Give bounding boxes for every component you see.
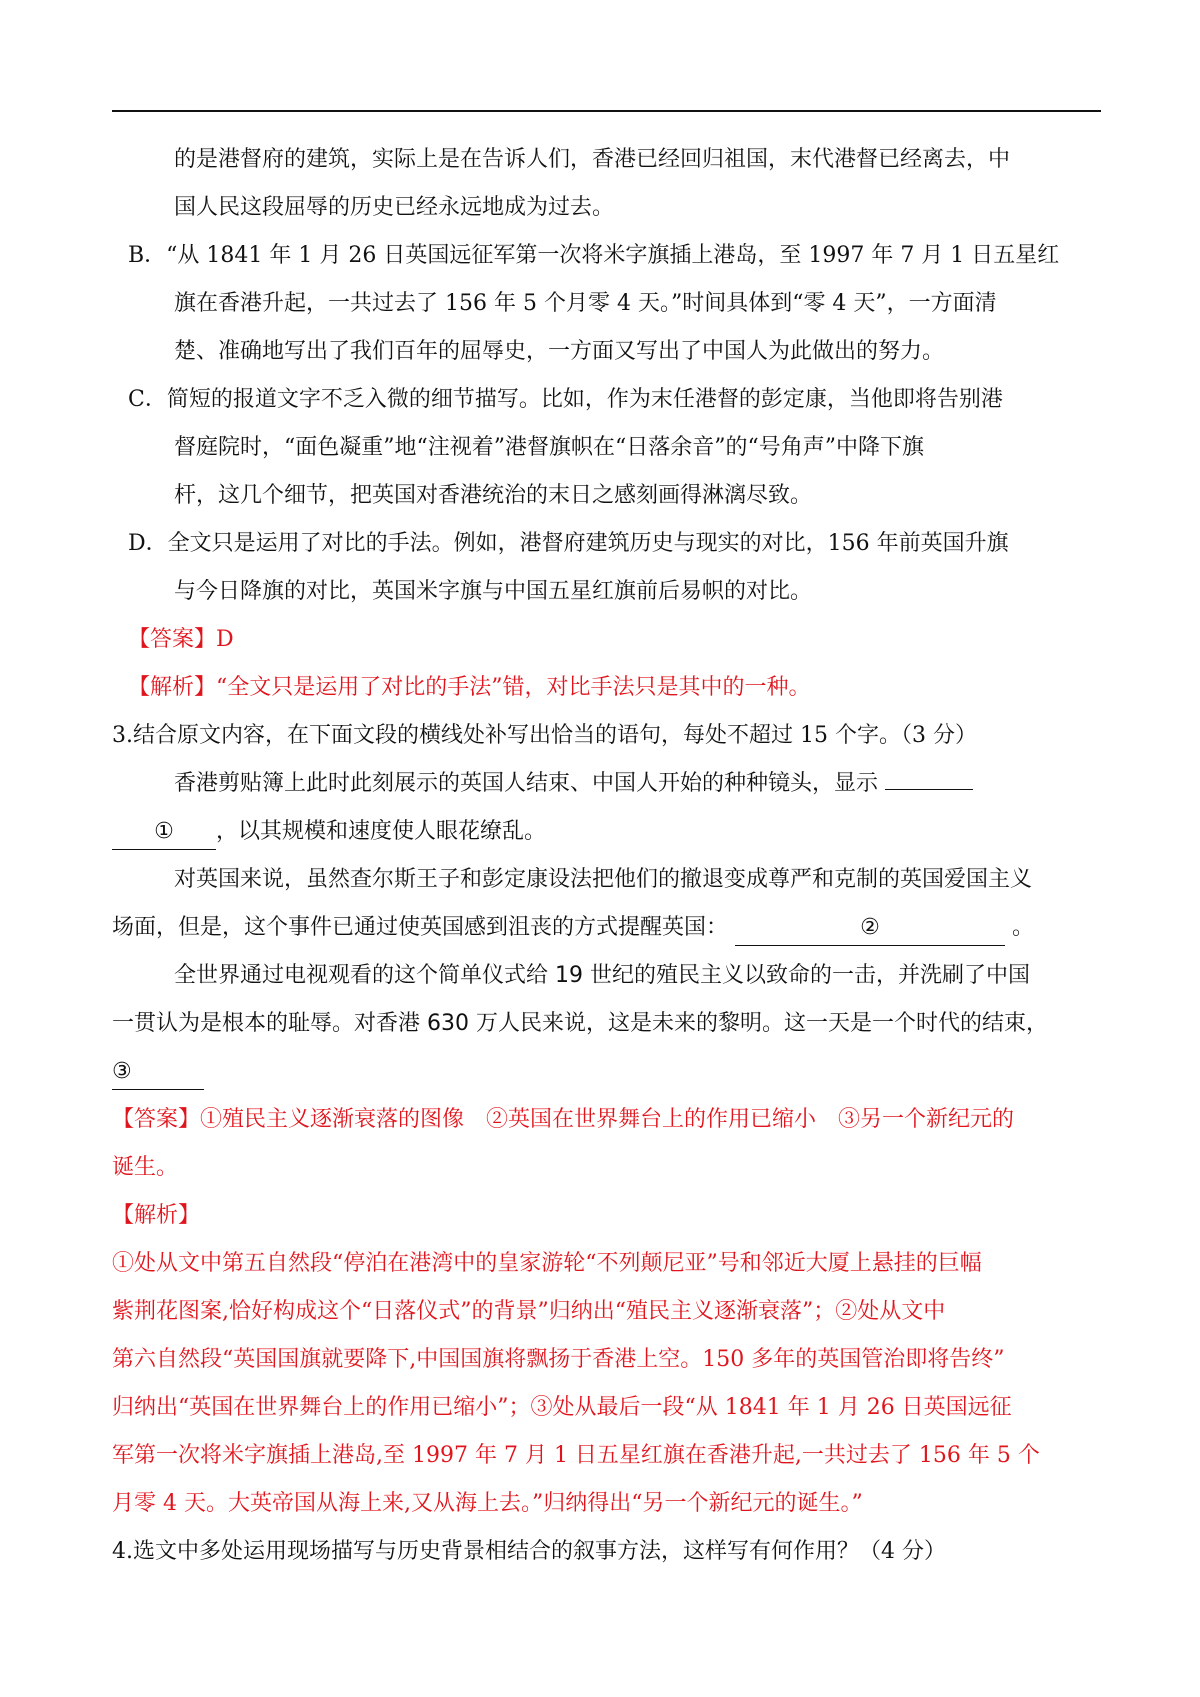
- explanation-3-line-1: ①处从文中第五自然段“停泊在港湾中的皇家游轮“不列颠尼亚”号和邻近大厦上悬挂的巨幅: [112, 1251, 982, 1276]
- explanation-3-line-2: 紫荆花图案,恰好构成这个“日落仪式”的背景”归纳出“殖民主义逐渐衰落”；②处从文中: [112, 1299, 946, 1324]
- option-b-line-2: 旗在香港升起，一共过去了 156 年 5 个月零 4 天。”时间具体到“零 4 天”，一方面清: [174, 291, 997, 316]
- fill-para-2-line-2: [112, 904, 1101, 952]
- answer-3-line-1: [112, 1096, 1101, 1144]
- answer-label: 【答案】: [128, 627, 217, 652]
- option-c-line-3: 杆，这几个细节，把英国对香港统治的末日之感刻画得淋漓尽致。: [174, 483, 813, 508]
- answer-3-line-2: 诞生。: [112, 1155, 179, 1180]
- page-content: [112, 136, 1101, 1576]
- fill-para-2-line-1: 对英国来说，虽然查尔斯王子和彭定康设法把他们的撤退变成尊严和克制的英国爱国主义: [174, 867, 1033, 892]
- answer-text: ①殖民主义逐渐衰落的图像 ②英国在世界舞台上的作用已缩小 ③另一个新纪元的: [200, 1107, 1015, 1132]
- fill-text: 香港剪贴簿上此时此刻展示的英国人结束、中国人开始的种种镜头，显示: [174, 771, 879, 796]
- option-b-line-3: 楚、准确地写出了我们百年的屈辱史，一方面又写出了中国人为此做出的努力。: [174, 339, 945, 364]
- option-a-continuation-line-2: 国人民这段屈辱的历史已经永远地成为过去。: [174, 195, 615, 220]
- blank-1: ①: [112, 815, 216, 850]
- fill-para-3-line-1: 全世界通过电视观看的这个简单仪式给 19 世纪的殖民主义以致命的一击，并洗刷了中国: [174, 963, 1030, 988]
- explanation-2: [112, 664, 1101, 712]
- explanation-3-line-3: 第六自然段“英国国旗就要降下,中国国旗将飘扬于香港上空。150 多年的英国管治即将告终”: [112, 1347, 1005, 1372]
- blank-2: ②: [735, 911, 1005, 946]
- fill-para-3-line-2: 一贯认为是根本的耻辱。对香港 630 万人民来说，这是未来的黎明。这一天是一个时代的结束，: [112, 1011, 1048, 1036]
- explanation-text: “全文只是运用了对比的手法”错，对比手法只是其中的一种。: [216, 675, 811, 700]
- fill-text-end: 。: [1012, 915, 1035, 940]
- option-d-line-1: D．全文只是运用了对比的手法。例如，港督府建筑历史与现实的对比，156 年前英国升旗: [128, 531, 1009, 556]
- fill-text: 场面，但是，这个事件已通过使英国感到沮丧的方式提醒英国：: [112, 915, 729, 940]
- fill-para-3-line-3: [112, 1048, 1101, 1096]
- answer-label: 【答案】: [112, 1107, 201, 1132]
- answer-value: D: [216, 627, 234, 652]
- option-b-line-1: B．“从 1841 年 1 月 26 日英国远征军第一次将米字旗插上港岛，至 1997 年 7 月 1 日五星红: [128, 243, 1060, 268]
- explanation-3-line-5: 军第一次将米字旗插上港岛,至 1997 年 7 月 1 日五星红旗在香港升起,一共过去了 156 年 5 个: [112, 1443, 1040, 1468]
- question-4: 4.选文中多处运用现场描写与历史背景相结合的叙事方法，这样写有何作用？（4 分）: [112, 1539, 946, 1564]
- header-rule: [112, 110, 1101, 112]
- fill-para-1-line-1: [112, 760, 1101, 808]
- option-c-line-2: 督庭院时，“面色凝重”地“注视着”港督旗帜在“日落余音”的“号角声”中降下旗: [174, 435, 924, 460]
- explanation-3-line-6: 月零 4 天。大英帝国从海上来,又从海上去。”归纳得出“另一个新纪元的诞生。”: [112, 1491, 863, 1516]
- explanation-label: 【解析】: [128, 675, 217, 700]
- fill-para-1-line-2: [112, 808, 1101, 856]
- option-a-continuation-line-1: 的是港督府的建筑，实际上是在告诉人们，香港已经回归祖国，末代港督已经离去，中: [174, 147, 1011, 172]
- answer-2: [112, 616, 1101, 664]
- option-d-line-2: 与今日降旗的对比，英国米字旗与中国五星红旗前后易帜的对比。: [174, 579, 813, 604]
- fill-text: ，以其规模和速度使人眼花缭乱。: [216, 819, 547, 844]
- option-c-line-1: C．简短的报道文字不乏入微的细节描写。比如，作为末任港督的彭定康，当他即将告别港: [128, 387, 1003, 412]
- explanation-3-line-4: 归纳出“英国在世界舞台上的作用已缩小”；③处从最后一段“从 1841 年 1 月 26 日英国远征: [112, 1395, 1012, 1420]
- blank-3: ③: [112, 1055, 204, 1090]
- explanation-3-label: 【解析】: [112, 1203, 201, 1228]
- question-3: 3.结合原文内容，在下面文段的横线处补写出恰当的语句，每处不超过 15 个字。（3 分）: [112, 723, 977, 748]
- blank-1-start: [885, 789, 973, 790]
